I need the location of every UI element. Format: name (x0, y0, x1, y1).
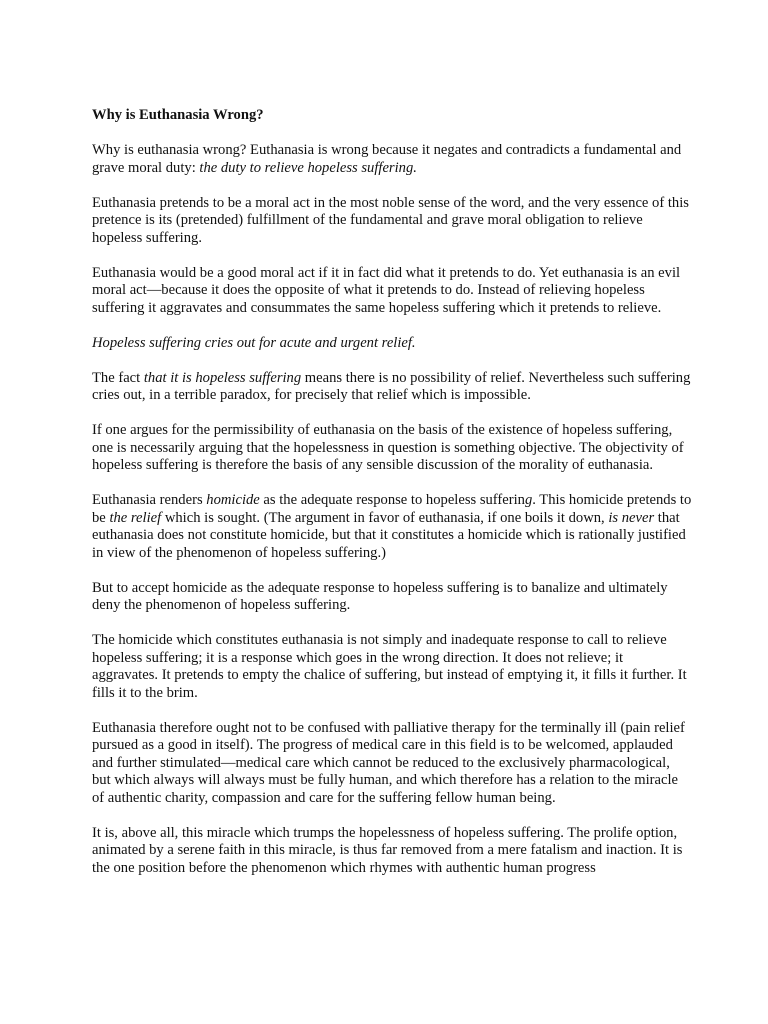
paragraph-10: Euthanasia therefore ought not to be confused with palliative therapy for the terminally ill (pain relief pursued as a good in itself). The progress of medical care in this field is to be welcomed, applauded and further stimulated—medical care which cannot be reduced to the exclusively pharmacological, but which always will always must be fully human, and which therefore has a relation to the miracle of authentic charity, compassion and care for the suffering fellow human being. (92, 719, 685, 806)
paragraph-8: But to accept homicide as the adequate response to hopeless suffering is to banalize and ultimately deny the phenomenon of hopeless suffering. (92, 579, 668, 613)
paragraph-7-text-g: which is sought. (The argument in favor of euthanasia, if one boils it down, (161, 509, 609, 526)
paragraph-5-text-a: The fact (92, 369, 144, 386)
paragraph-1-text: Why is euthanasia wrong? Euthanasia is wrong because it negates and contradicts a fundamental and grave moral duty: (92, 142, 682, 176)
paragraph-11: It is, above all, this miracle which trumps the hopelessness of hopeless suffering. The prolife option, animated by a serene faith in this miracle, is thus far removed from a mere fatalism and inaction. It is the one position before the phenomenon which rhymes with authentic human progress (92, 824, 683, 876)
paragraph-7-italic-d: g (524, 492, 533, 508)
paragraph-3: Euthanasia would be a good moral act if it in fact did what it pretends to do. Yet euthanasia is an evil moral act—because it does the opposite of what it pretends to do. Instead of relieving hopeless suffering it aggravates and consummates the same hopeless suffering which it pretends to relieve. (92, 264, 681, 316)
paragraph-4-italic: Hopeless suffering cries out for acute and urgent relief. (92, 334, 416, 351)
paragraph-5 (92, 370, 692, 405)
paragraph-1-italic: the duty to relieve hopeless suffering. (199, 159, 417, 176)
paragraph-2: Euthanasia pretends to be a moral act in the most noble sense of the word, and the very essence of this pretence is its (pretended) fulfillment of the fundamental and grave moral obligation to relieve hopeless suffering. (92, 194, 689, 246)
document-title: Why is Euthanasia Wrong? (92, 107, 264, 123)
paragraph-1 (92, 142, 692, 177)
paragraph-5-italic: that it is hopeless suffering (143, 369, 302, 386)
paragraph-7-italic-h: is never (608, 509, 655, 526)
paragraph-7 (92, 492, 692, 562)
paragraph-9: The homicide which constitutes euthanasia is not simply and inadequate response to call to relieve hopeless suffering; it is a response which goes in the wrong direction. It does not relieve; it aggravates. It pretends to empty the chalice of suffering, but instead of emptying it, it fills it further. It fills it to the brim. (92, 632, 687, 701)
paragraph-7-text-i: that euthanasia does not constitute homicide, but that it constitutes a homicide which is rationally justified in view of the phenomenon of hopeless suffering.) (92, 509, 686, 561)
paragraph-7-text-c: as the adequate response to hopeless sufferin (259, 492, 525, 508)
paragraph-5-text-c: means there is no possibility of relief. Nevertheless such suffering cries out, in a terrible paradox, for precisely that relief which is impossible. (92, 369, 691, 403)
paragraph-4 (92, 335, 692, 353)
paragraph-7-italic-f: the relief (109, 509, 162, 526)
paragraph-6: If one argues for the permissibility of euthanasia on the basis of the existence of hopeless suffering, one is necessarily arguing that the hopelessness in question is something objective. The objectivity of hopeless suffering is therefore the basis of any sensible discussion of the morality of euthanasia. (92, 422, 684, 473)
paragraph-7-text-e: . This homicide pretends to be (92, 492, 692, 526)
document-page (92, 107, 692, 895)
paragraph-7-italic-b: homicide (206, 492, 260, 508)
paragraph-7-text-a: Euthanasia renders (92, 492, 207, 508)
